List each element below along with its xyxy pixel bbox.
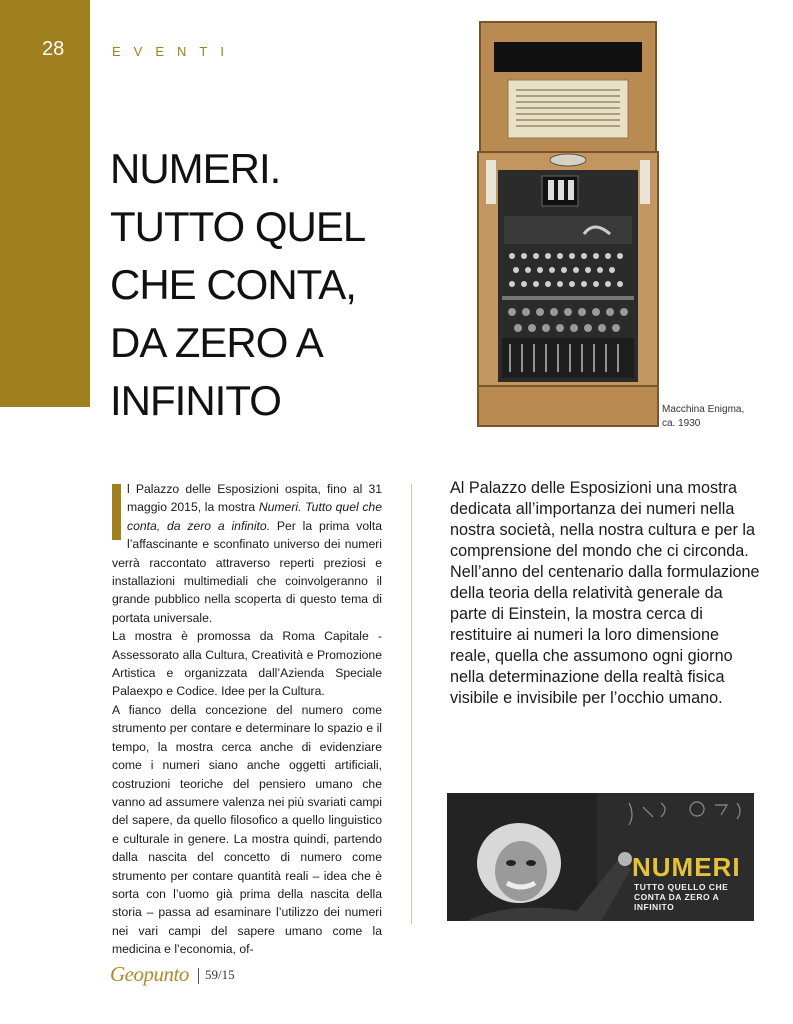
paragraph-2: La mostra è promossa da Roma Capitale - Assessorato alla Cultura, Creatività e Promozione Artistica e organizzata dall’Azienda Speciale Palaexpo e Codice. Idee per la Cultura. [112, 629, 382, 699]
title-line-3: CHE CONTA, [110, 261, 356, 308]
paragraph-1-text-a: l Palazzo delle Esposizioni ospita, fino al 31 maggio 2015, la mostra [127, 482, 382, 515]
image-caption [662, 403, 744, 431]
footer-separator [198, 968, 199, 984]
caption-line-1: Macchina Enigma, [662, 404, 745, 415]
issue-number: 59/15 [205, 967, 235, 982]
article-lead-right: Al Palazzo delle Esposizioni una mostra dedicata all’importanza dei numeri nella nostra società, nella nostra cultura e per la comprensione del mondo che ci circonda. Nell’anno del centenario dalla formulazione della teoria della relatività generale da parte di Einstein, la mostra cerca di restituire ai numeri la loro dimensione reale, quella che assumono ogni giorno nella determinazione della realtà fisica visibile e invisibile per l’occhio umano. [450, 479, 760, 707]
title-line-1: NUMERI. [110, 145, 281, 192]
section-label: EVENTI [112, 44, 237, 59]
paragraph-1 [112, 480, 382, 627]
column-divider [411, 484, 412, 924]
caption-line-2: ca. 1930 [662, 418, 701, 429]
drop-cap [112, 484, 121, 540]
title-line-4: DA ZERO A [110, 319, 323, 366]
magazine-logo: Geopunto [110, 962, 189, 986]
gold-side-band [0, 0, 90, 407]
paragraph-3: A fianco della concezione del numero come strumento per contare e determinare lo spazio e il tempo, la mostra cerca anche di evidenziare come i numeri siano anche oggetti artificiali, costruzioni teoriche del pensiero umano che vanno ad assumere valenza nei più svariati campi del sapere, da quello filosofico a quello linguistico e culturale in genere. La mostra quindi, partendo dalla nascita del concetto di numero come strumento per contare quantità reali – idea che è sorta con l’uomo già prima della nascita della storia – passa ad esaminare l’utilizzo dei numeri nei vari campi del sapere umano come la medicina e l’economia, of- [112, 702, 382, 957]
enigma-machine-image [472, 20, 662, 430]
poster-subtitle: TUTTO QUELLO CHE CONTA DA ZERO A INFINITO [634, 882, 729, 912]
exhibition-title-italic: Numeri. Tutto quel che conta, da zero a infinito. [127, 500, 382, 533]
paragraph-1-text-b: Per la prima volta l’affascinante e sconfinato universo dei numeri verrà raccontato attraverso reperti preziosi e installazioni multimediali che coinvolgeranno il grande pubblico nella scoperta di questo tema di portata universale. [112, 518, 382, 625]
title-line-2: TUTTO QUEL [110, 203, 366, 250]
title-line-5: INFINITO [110, 377, 281, 424]
article-title [110, 140, 430, 430]
article-body-left [112, 480, 382, 959]
page-number: 28 [42, 38, 65, 60]
poster-title: NUMERI [632, 852, 741, 882]
